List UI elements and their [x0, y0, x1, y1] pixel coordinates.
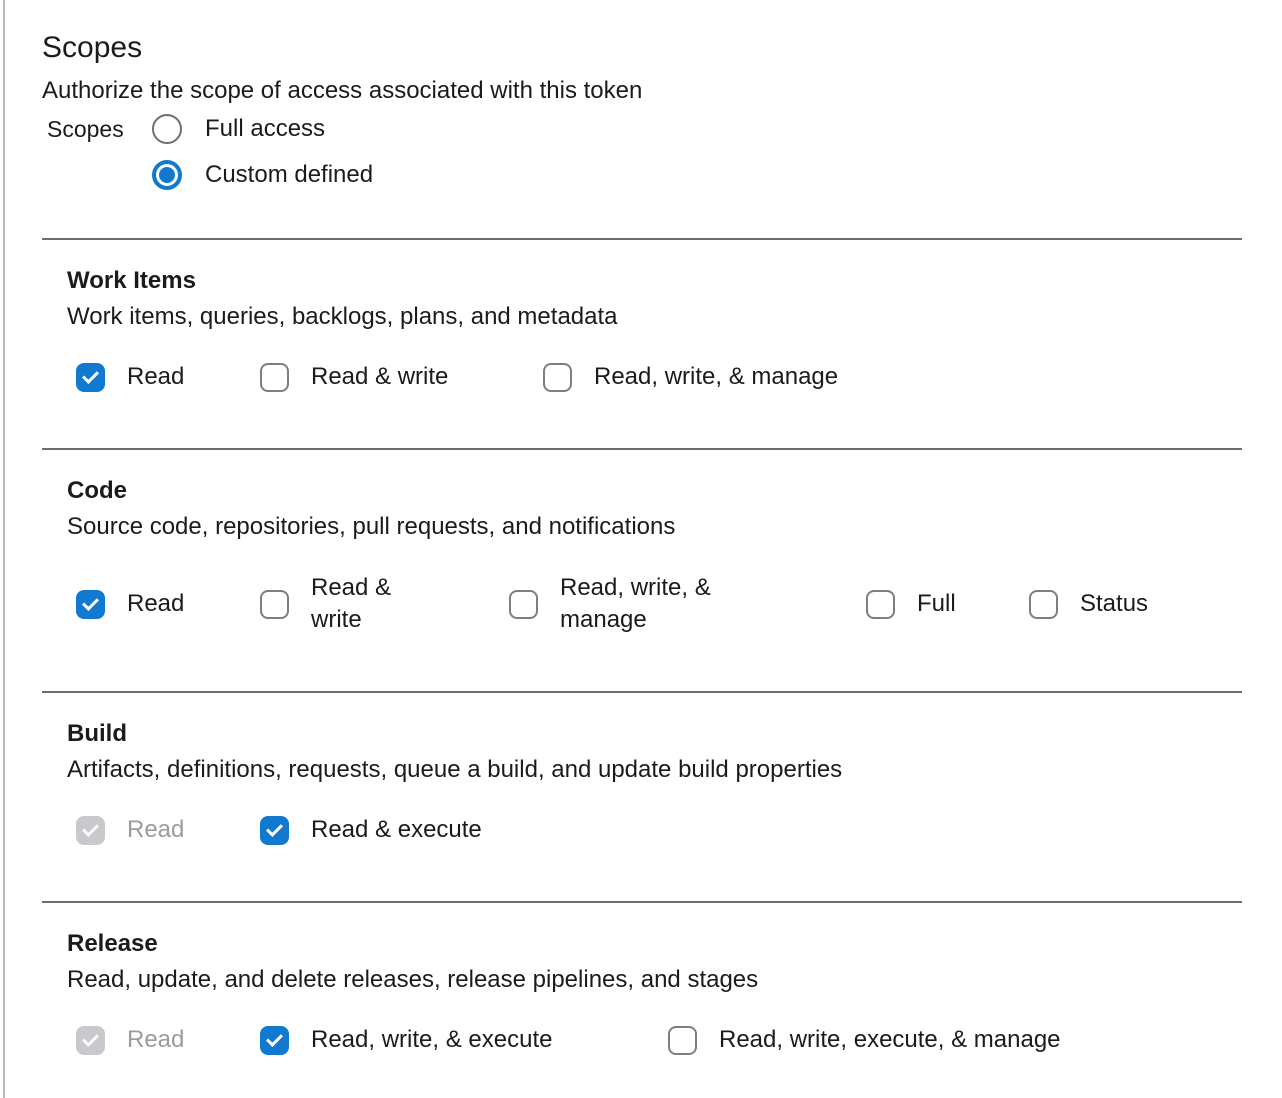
- section-title: Build: [67, 720, 127, 747]
- section-title: Release: [67, 930, 158, 957]
- checkbox-option-read-execute[interactable]: [260, 815, 482, 845]
- checkbox-option-status[interactable]: [1029, 572, 1148, 636]
- section-work-items: [42, 240, 1242, 392]
- section-description: Artifacts, definitions, requests, queue a build, and update build properties: [67, 756, 843, 783]
- radio-label[interactable]: Custom defined: [205, 161, 374, 188]
- checkbox-label[interactable]: Read & write: [311, 363, 449, 390]
- checkbox-option-full[interactable]: [866, 572, 956, 636]
- checkbox-row: [42, 362, 1242, 392]
- checkbox-label[interactable]: Read: [127, 590, 185, 617]
- checkbox-checked-icon[interactable]: [260, 816, 289, 845]
- checkbox-row: [42, 815, 1242, 845]
- section-description: Work items, queries, backlogs, plans, and metadata: [67, 303, 618, 330]
- checkbox-unchecked-icon[interactable]: [1029, 590, 1058, 619]
- scopes-radio-field: [42, 114, 1242, 238]
- checkbox-checked-icon[interactable]: [76, 363, 105, 392]
- section-title: Work Items: [67, 267, 196, 294]
- checkbox-label[interactable]: Read, write, & execute: [311, 1026, 553, 1053]
- checkbox-unchecked-icon[interactable]: [866, 590, 895, 619]
- page-subtitle: Authorize the scope of access associated with this token: [42, 77, 643, 104]
- checkbox-label[interactable]: Read, write, & manage: [560, 574, 711, 633]
- section-title: Code: [67, 477, 127, 504]
- checkbox-checked-disabled-icon: [76, 1026, 105, 1055]
- section-release: [42, 903, 1242, 1055]
- section-description: Read, update, and delete releases, release pipelines, and stages: [67, 966, 759, 993]
- checkbox-label[interactable]: Status: [1080, 590, 1149, 617]
- scopes-field-label: Scopes: [47, 116, 124, 142]
- checkbox-option-read-disabled: [76, 1025, 184, 1055]
- checkbox-option-read-write-execute[interactable]: [260, 1025, 552, 1055]
- checkbox-row: [42, 572, 1242, 636]
- checkbox-unchecked-icon[interactable]: [543, 363, 572, 392]
- page-title: Scopes: [42, 31, 143, 64]
- checkbox-label[interactable]: Read & execute: [311, 816, 482, 843]
- checkbox-label[interactable]: Read, write, & manage: [594, 363, 839, 390]
- checkbox-option-read-write-execute-manage[interactable]: [668, 1025, 1061, 1055]
- checkbox-option-read-write[interactable]: [260, 572, 416, 636]
- radio-unselected-icon[interactable]: [152, 114, 182, 144]
- scopes-radio-group: [152, 114, 373, 190]
- checkbox-unchecked-icon[interactable]: [668, 1026, 697, 1055]
- checkbox-unchecked-icon[interactable]: [260, 590, 289, 619]
- checkbox-checked-icon[interactable]: [76, 590, 105, 619]
- section-code: [42, 450, 1242, 636]
- checkbox-option-read-disabled: [76, 815, 184, 845]
- section-description: Source code, repositories, pull requests, and notifications: [67, 513, 676, 540]
- radio-option-full-access[interactable]: [152, 114, 373, 144]
- checkbox-label: Read: [127, 1026, 185, 1053]
- checkbox-label[interactable]: Read & write: [311, 574, 392, 633]
- checkbox-label[interactable]: Read, write, execute, & manage: [719, 1026, 1061, 1053]
- checkbox-option-read-write[interactable]: [260, 362, 448, 392]
- checkbox-label: Read: [127, 816, 185, 843]
- radio-label[interactable]: Full access: [205, 115, 326, 142]
- left-panel-border: [3, 0, 5, 1098]
- scopes-content: [42, 0, 1242, 1055]
- checkbox-label[interactable]: Read: [127, 363, 185, 390]
- radio-option-custom-defined[interactable]: [152, 160, 373, 190]
- checkbox-label[interactable]: Full: [917, 590, 956, 617]
- checkbox-option-read-write-manage[interactable]: [509, 572, 740, 636]
- checkbox-option-read-write-manage[interactable]: [543, 362, 838, 392]
- radio-selected-icon[interactable]: [152, 160, 182, 190]
- checkbox-option-read[interactable]: [76, 362, 184, 392]
- checkbox-row: [42, 1025, 1242, 1055]
- checkbox-checked-disabled-icon: [76, 816, 105, 845]
- checkbox-unchecked-icon[interactable]: [260, 363, 289, 392]
- checkbox-checked-icon[interactable]: [260, 1026, 289, 1055]
- checkbox-unchecked-icon[interactable]: [509, 590, 538, 619]
- checkbox-option-read[interactable]: [76, 572, 184, 636]
- section-build: [42, 693, 1242, 845]
